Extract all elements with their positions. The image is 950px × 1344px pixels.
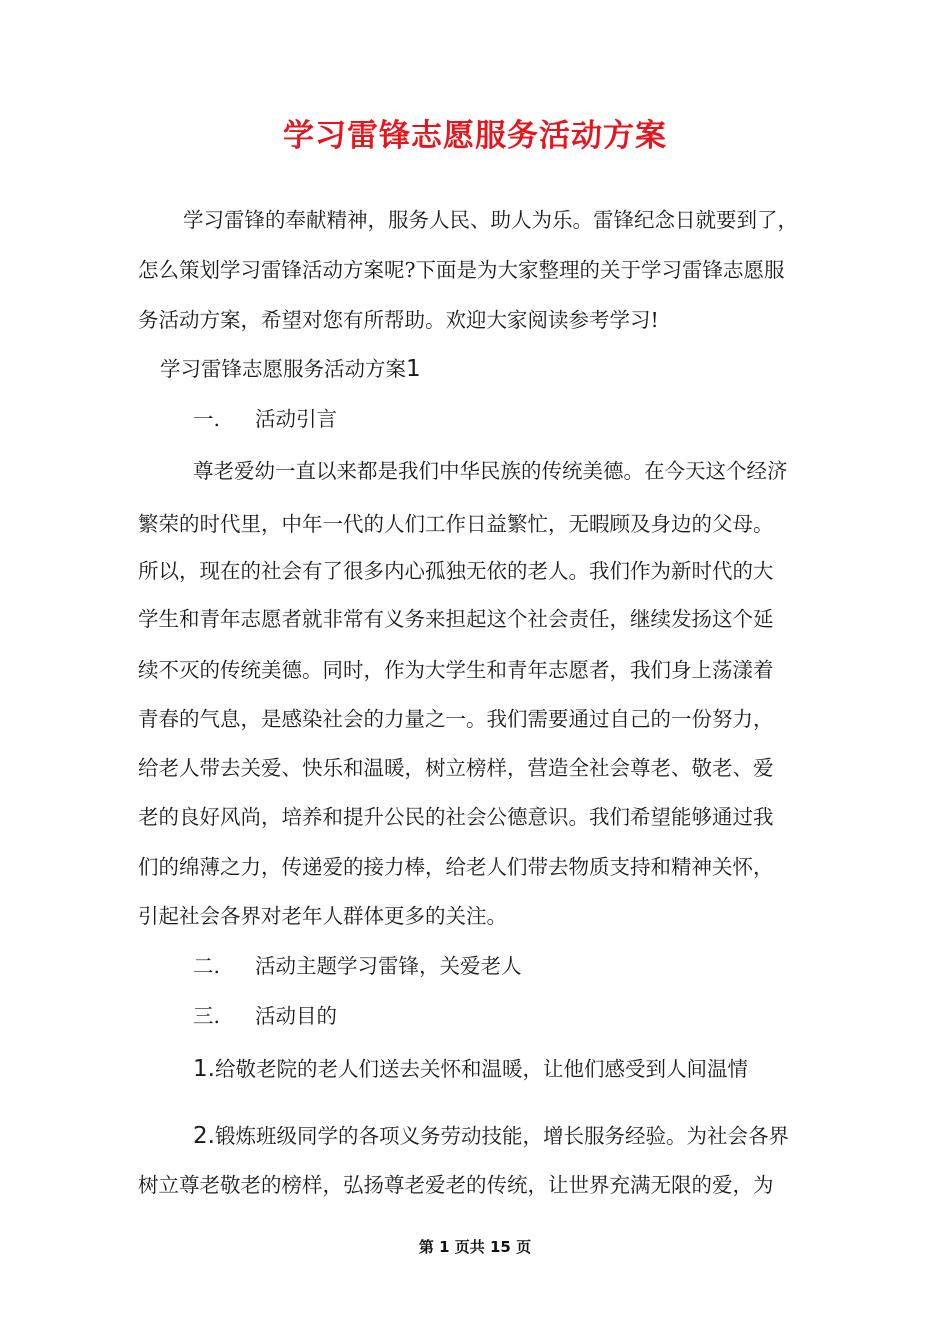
intro-line-1: 学习雷锋的奉献精神，服务人民、助人为乐。雷锋纪念日就要到了， bbox=[183, 208, 798, 232]
item-3-marker: 三. bbox=[193, 1004, 221, 1028]
goal-1-number: 1. bbox=[193, 1056, 215, 1082]
paragraph-line-5: 续不灭的传统美德。同时，作为大学生和青年志愿者，我们身上荡漾着 bbox=[138, 658, 774, 682]
intro-line-2: 怎么策划学习雷锋活动方案呢?下面是为大家整理的关于学习雷锋志愿服 bbox=[138, 258, 785, 282]
section-heading-number: 1 bbox=[406, 356, 421, 382]
paragraph-line-1: 尊老爱幼一直以来都是我们中华民族的传统美德。在今天这个经济 bbox=[193, 459, 788, 483]
goal-2 bbox=[193, 1122, 789, 1150]
paragraph-line-7: 给老人带去关爱、快乐和温暖，树立榜样，营造全社会尊老、敬老、爱 bbox=[138, 756, 774, 780]
document-title: 学习雷锋志愿服务活动方案 bbox=[283, 118, 667, 154]
goal-2-continuation: 树立尊老敬老的榜样，弘扬尊老爱老的传统，让世界充满无限的爱，为 bbox=[138, 1173, 774, 1197]
goal-2-number: 2. bbox=[193, 1123, 215, 1149]
paragraph-line-9: 们的绵薄之力，传递爱的接力棒，给老人们带去物质支持和精神关怀， bbox=[138, 855, 774, 879]
goal-1-text: 给敬老院的老人们送去关怀和温暖，让他们感受到人间温情 bbox=[214, 1057, 748, 1081]
intro-line-3: 务活动方案，希望对您有所帮助。欢迎大家阅读参考学习! bbox=[138, 308, 659, 332]
section-heading bbox=[160, 355, 421, 383]
paragraph-line-2: 繁荣的时代里，中年一代的人们工作日益繁忙，无暇顾及身边的父母。 bbox=[138, 512, 774, 536]
page-number-footer: 第 1 页共 15 页 bbox=[418, 1238, 532, 1256]
paragraph-line-4: 学生和青年志愿者就非常有义务来担起这个社会责任，继续发扬这个延 bbox=[138, 607, 774, 631]
paragraph-line-3: 所以，现在的社会有了很多内心孤独无依的老人。我们作为新时代的大 bbox=[138, 559, 774, 583]
section-heading-text: 学习雷锋志愿服务活动方案 bbox=[160, 357, 406, 381]
goal-1 bbox=[193, 1055, 748, 1083]
paragraph-line-10: 引起社会各界对老年人群体更多的关注。 bbox=[138, 904, 507, 928]
item-2-label: 活动主题学习雷锋，关爱老人 bbox=[255, 954, 522, 978]
paragraph-line-8: 老的良好风尚，培养和提升公民的社会公德意识。我们希望能够通过我 bbox=[138, 805, 774, 829]
item-2-marker: 二. bbox=[193, 954, 221, 978]
paragraph-line-6: 青春的气息，是感染社会的力量之一。我们需要通过自己的一份努力， bbox=[138, 707, 774, 731]
item-3-label: 活动目的 bbox=[255, 1004, 337, 1028]
goal-2-text: 锻炼班级同学的各项义务劳动技能，增长服务经验。为社会各界 bbox=[214, 1124, 789, 1148]
item-1-marker: 一. bbox=[193, 407, 221, 431]
item-1-label: 活动引言 bbox=[255, 407, 337, 431]
